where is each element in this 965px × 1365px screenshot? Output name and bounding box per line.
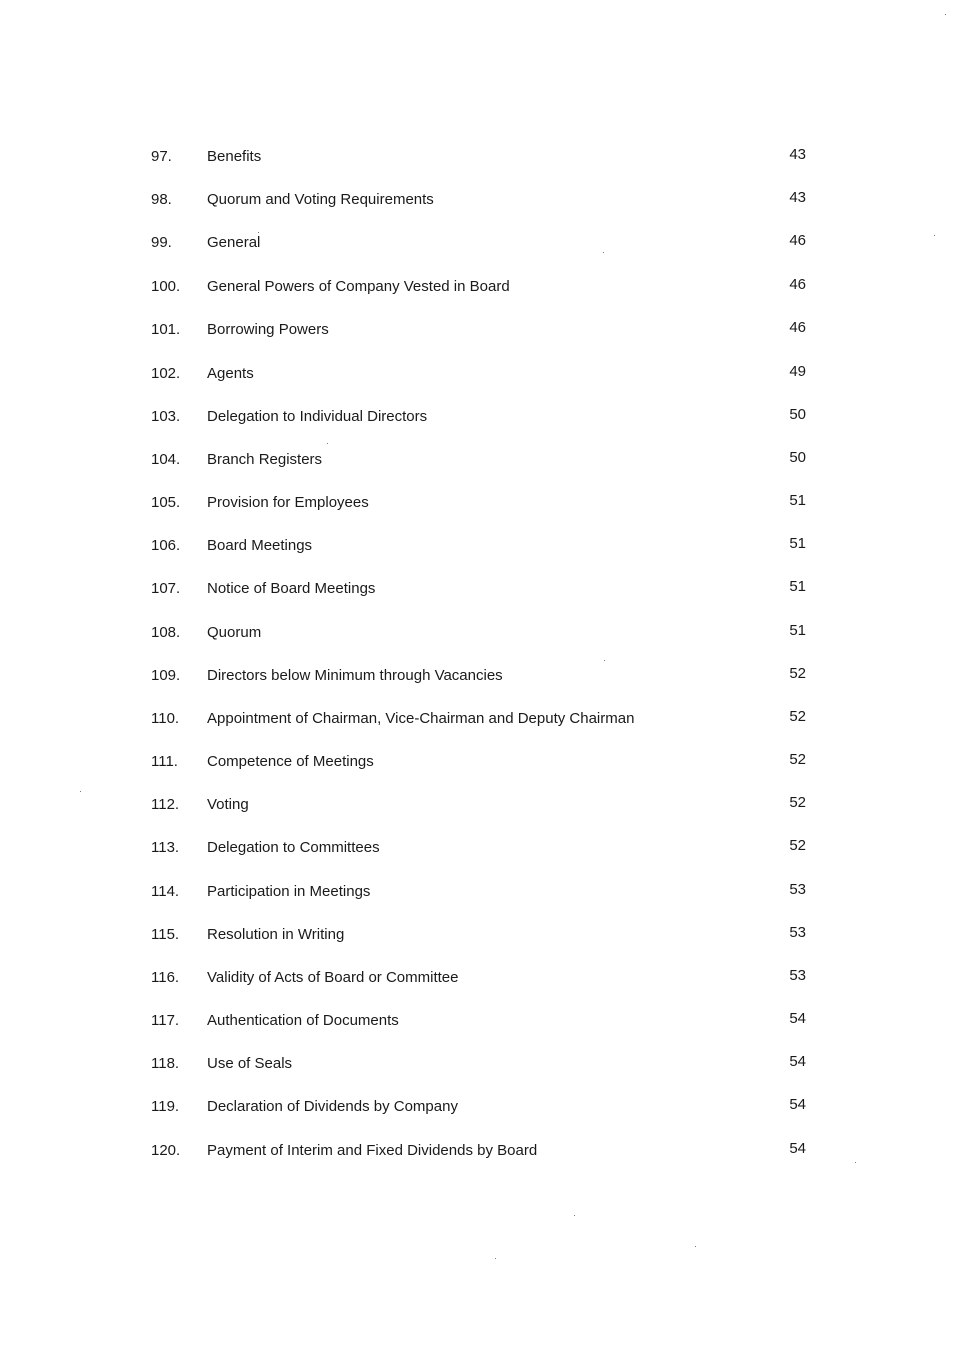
toc-entry-number: 101. [151,321,181,338]
toc-entry [0,188,965,212]
toc-entry [0,1052,965,1076]
toc-entry-number: 103. [151,408,181,425]
toc-entry-title: Competence of Meetings [207,753,374,770]
toc-entry-title: Declaration of Dividends by Company [207,1098,458,1115]
toc-entry-number: 118. [151,1055,180,1072]
toc-entry-page: 51 [789,622,806,639]
toc-entry [0,362,965,386]
toc-entry-page: 52 [789,751,806,768]
toc-entry-title: Benefits [207,148,262,165]
toc-entry [0,966,965,990]
toc-entry-title: Notice of Board Meetings [207,580,376,597]
toc-entry-title: Board Meetings [207,537,313,554]
toc-entry-title: Branch Registers [207,451,323,468]
toc-entry-number: 107. [151,580,181,597]
toc-entry [0,1009,965,1033]
toc-entry [0,275,965,299]
toc-entry-title: Authentication of Documents [207,1012,399,1029]
toc-entry-title: Payment of Interim and Fixed Dividends by Board [207,1142,538,1159]
toc-entry-title: Delegation to Committees [207,839,380,856]
toc-entry-number: 102. [151,365,181,382]
toc-entry-number: 105. [151,494,181,511]
scan-speck [574,1215,575,1216]
toc-entry [0,793,965,817]
toc-entry-number: 109. [151,667,181,684]
toc-entry [0,664,965,688]
toc-entry [0,231,965,255]
toc-entry [0,405,965,429]
scan-speck [258,232,259,233]
toc-entry-page: 49 [789,363,806,380]
toc-entry-title: Resolution in Writing [207,926,345,943]
toc-entry-number: 117. [151,1012,180,1029]
scan-speck [934,235,935,236]
toc-entry-title: General Powers of Company Vested in Board [207,278,510,295]
toc-entry-page: 46 [789,319,806,336]
toc-entry-page: 50 [789,406,806,423]
toc-entry-number: 113. [151,839,180,856]
toc-entry-title: Directors below Minimum through Vacancies [207,667,503,684]
toc-entry [0,534,965,558]
toc-entry-page: 53 [789,967,806,984]
toc-entry-title: Use of Seals [207,1055,293,1072]
toc-entry-title: Borrowing Powers [207,321,329,338]
toc-entry [0,880,965,904]
toc-entry-number: 112. [151,796,180,813]
scan-speck [855,1162,856,1163]
toc-entry-page: 52 [789,708,806,725]
toc-entry-title: Voting [207,796,249,813]
toc-entry-number: 110. [151,710,180,727]
toc-entry [0,621,965,645]
toc-entry [0,448,965,472]
toc-entry-number: 106. [151,537,181,554]
scan-speck [695,1246,696,1247]
toc-entry [0,1095,965,1119]
toc-entry-number: 104. [151,451,181,468]
toc-entry-page: 51 [789,578,806,595]
scan-speck [327,443,328,444]
toc-entry-page: 51 [789,492,806,509]
toc-entry-page: 46 [789,276,806,293]
toc-entry-number: 97. [151,148,172,165]
toc-entry-number: 111. [151,753,178,770]
toc-entry-number: 99. [151,234,172,251]
toc-entry-title: Provision for Employees [207,494,369,511]
toc-entry [0,491,965,515]
scan-speck [945,14,946,15]
toc-entry-title: Quorum and Voting Requirements [207,191,434,208]
toc-entry-number: 116. [151,969,180,986]
toc-entry [0,1139,965,1163]
toc-entry-title: Validity of Acts of Board or Committee [207,969,459,986]
toc-entry-title: Delegation to Individual Directors [207,408,428,425]
toc-entry-page: 53 [789,924,806,941]
scan-speck [604,660,605,661]
toc-entry-page: 54 [789,1096,806,1113]
toc-entry [0,145,965,169]
toc-entry-title: Agents [207,365,254,382]
scan-speck [603,252,604,253]
toc-entry-page: 53 [789,881,806,898]
toc-entry-page: 54 [789,1053,806,1070]
toc-entry-number: 119. [151,1098,180,1115]
toc-entry-title: General [207,234,261,251]
toc-entry-title: Participation in Meetings [207,883,371,900]
toc-entry-page: 43 [789,189,806,206]
scan-speck [80,791,81,792]
toc-entry-number: 114. [151,883,180,900]
toc-entry-page: 52 [789,837,806,854]
toc-entry [0,836,965,860]
scan-speck [495,1258,496,1259]
toc-entry-page: 51 [789,535,806,552]
toc-entry-number: 115. [151,926,180,943]
toc-entry-number: 98. [151,191,172,208]
toc-entry-page: 43 [789,146,806,163]
toc-entry-page: 52 [789,794,806,811]
toc-entry-page: 52 [789,665,806,682]
toc-entry [0,707,965,731]
toc-entry-number: 100. [151,278,181,295]
toc-entry-page: 54 [789,1140,806,1157]
toc-entry-number: 120. [151,1142,181,1159]
toc-entry-page: 46 [789,232,806,249]
toc-entry [0,750,965,774]
toc-entry-title: Appointment of Chairman, Vice-Chairman and Deputy Chairman [207,710,635,727]
toc-entry-page: 50 [789,449,806,466]
toc-entry-number: 108. [151,624,181,641]
toc-entry [0,318,965,342]
toc-entry [0,577,965,601]
toc-entry [0,923,965,947]
toc-entry-title: Quorum [207,624,262,641]
toc-entry-page: 54 [789,1010,806,1027]
